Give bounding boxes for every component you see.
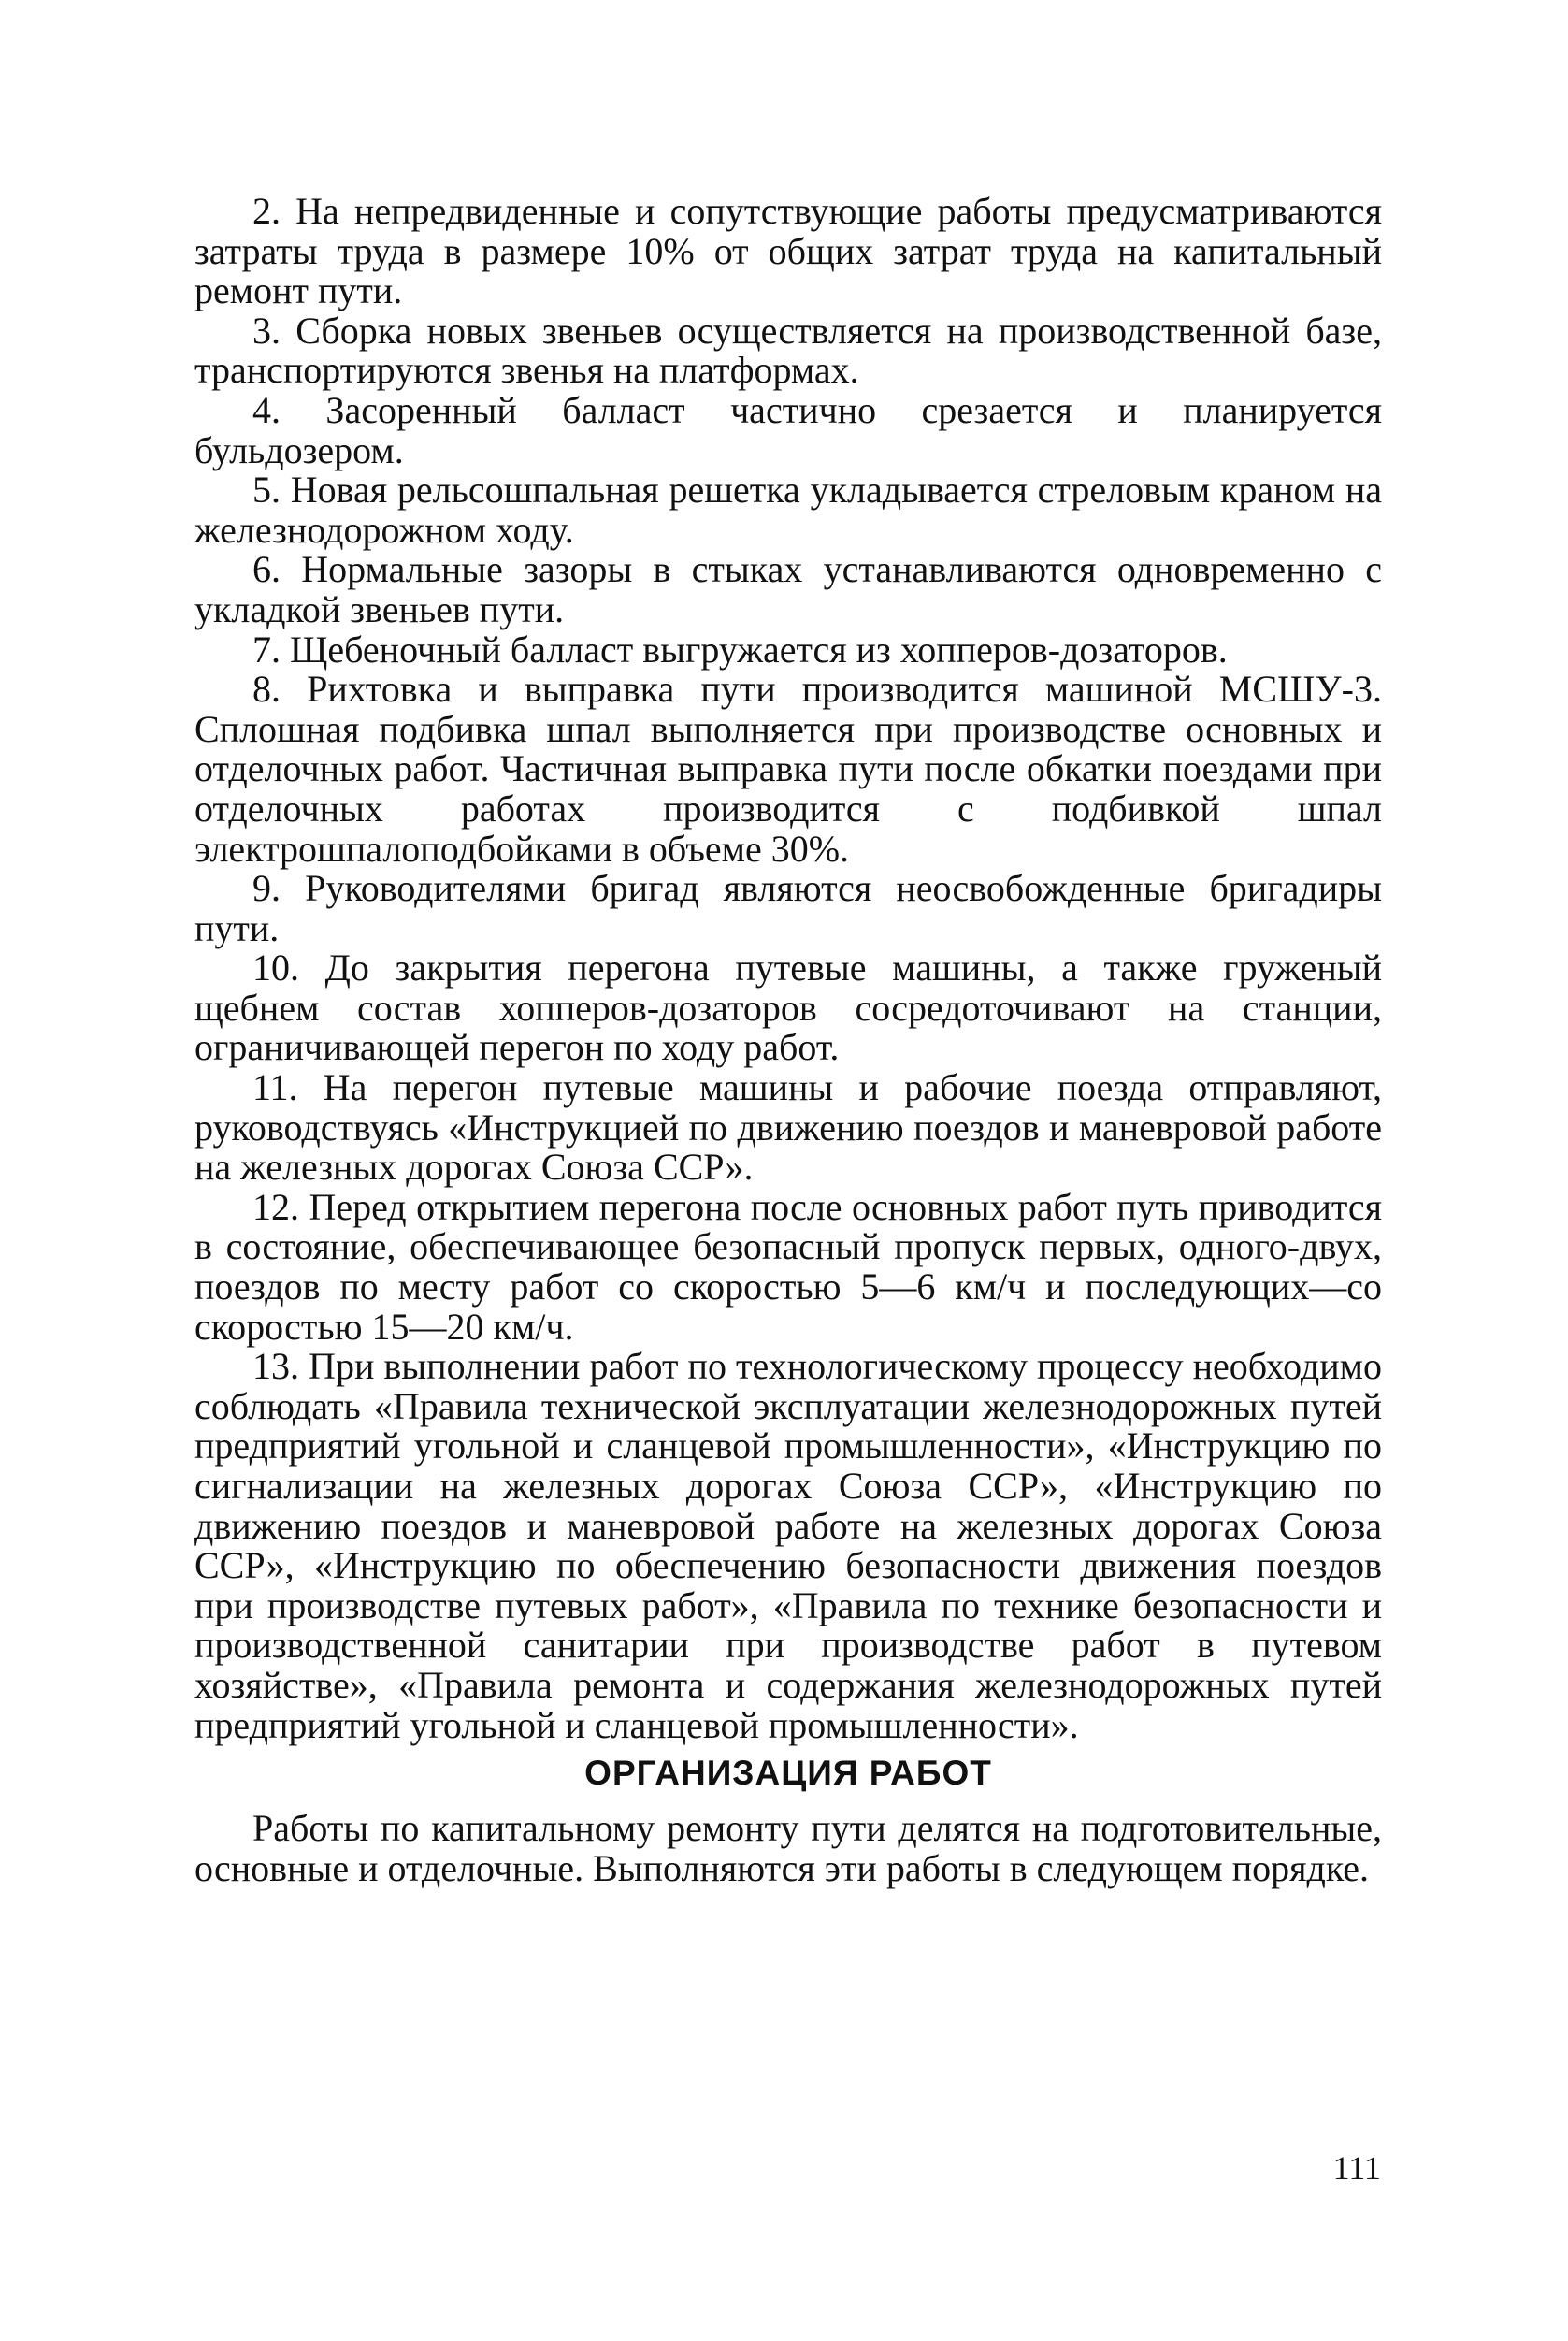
list-item: 10. До закрытия перегона путевые машины, а также груженый щебнем состав хопперов-дозаторов сосредоточивают на станции, ограничивающей перегон по ходу работ. (194, 947, 1382, 1069)
list-item: 2. На непредвиденные и сопутствующие работы предусматриваются затраты труда в размере 10% от общих затрат труда на капитальный ремонт пути. (194, 190, 1382, 312)
list-item: 13. При выполнении работ по технологическому процессу необходимо соблюдать «Правила технической эксплуатации железнодорожных путей предприятий угольной и сланцевой промышленности», «Инструкцию по сигнализации на железных дорогах Союза ССР», «Инструкцию по движению поездов и маневровой работе на железных дорогах Союза ССР», «Инструкцию по обеспечению безопасности движения поездов при производстве путевых работ», «Правила по технике безопасности и производственной санитарии при производстве работ в путевом хозяйстве», «Правила ремонта и содержания железнодорожных путей предприятий угольной и сланцевой промышленности». (194, 1345, 1382, 1746)
list-item: 4. Засоренный балласт частично срезается и планируется бульдозером. (194, 388, 1382, 471)
list-item: 7. Щебеночный балласт выгружается из хопперов-дозаторов. (252, 628, 1228, 671)
list-item: 3. Сборка новых звеньев осуществляется на производственной базе, транспортируются звенья на платформах. (194, 309, 1382, 392)
list-item: 12. Перед открытием перегона после основных работ путь приводится в состояние, обеспечивающее безопасный пропуск первых, одного-двух, поездов по месту работ со скоростью 5—6 км/ч и последующих—со скоростью 15—20 км/ч. (194, 1185, 1382, 1348)
list-item: 9. Руководителями бригад являются неосвобожденные бригадиры пути. (194, 867, 1382, 949)
page-number: 111 (1332, 2149, 1381, 2187)
section-paragraph: Работы по капитальному ремонту пути делятся на подготовительные, основные и отделочные. Выполняются эти работы в следующем порядке. (194, 1807, 1382, 1889)
list-item: 6. Нормальные зазоры в стыках устанавливаются одновременно с укладкой звеньев пути. (194, 548, 1382, 630)
list-item: 11. На перегон путевые машины и рабочие поезда отправляют, руководствуясь «Инструкцией по движению поездов и маневровой работе на железных дорогах Союза ССР». (194, 1066, 1382, 1189)
list-item: 8. Рихтовка и выправка пути производится машиной МСШУ-3. Сплошная подбивка шпал выполняется при производстве основных и отделочных работ. Частичная выправка пути после обкатки поездами при отделочных работах производится с подбивкой шпал электрошпалоподбойками в объеме 30%. (194, 668, 1382, 870)
page-body (194, 192, 1382, 1888)
list-item: 5. Новая рельсошпальная решетка укладывается стреловым краном на железнодорожном ходу. (194, 469, 1382, 551)
section-heading: ОРГАНИЗАЦИЯ РАБОТ (584, 1754, 992, 1793)
